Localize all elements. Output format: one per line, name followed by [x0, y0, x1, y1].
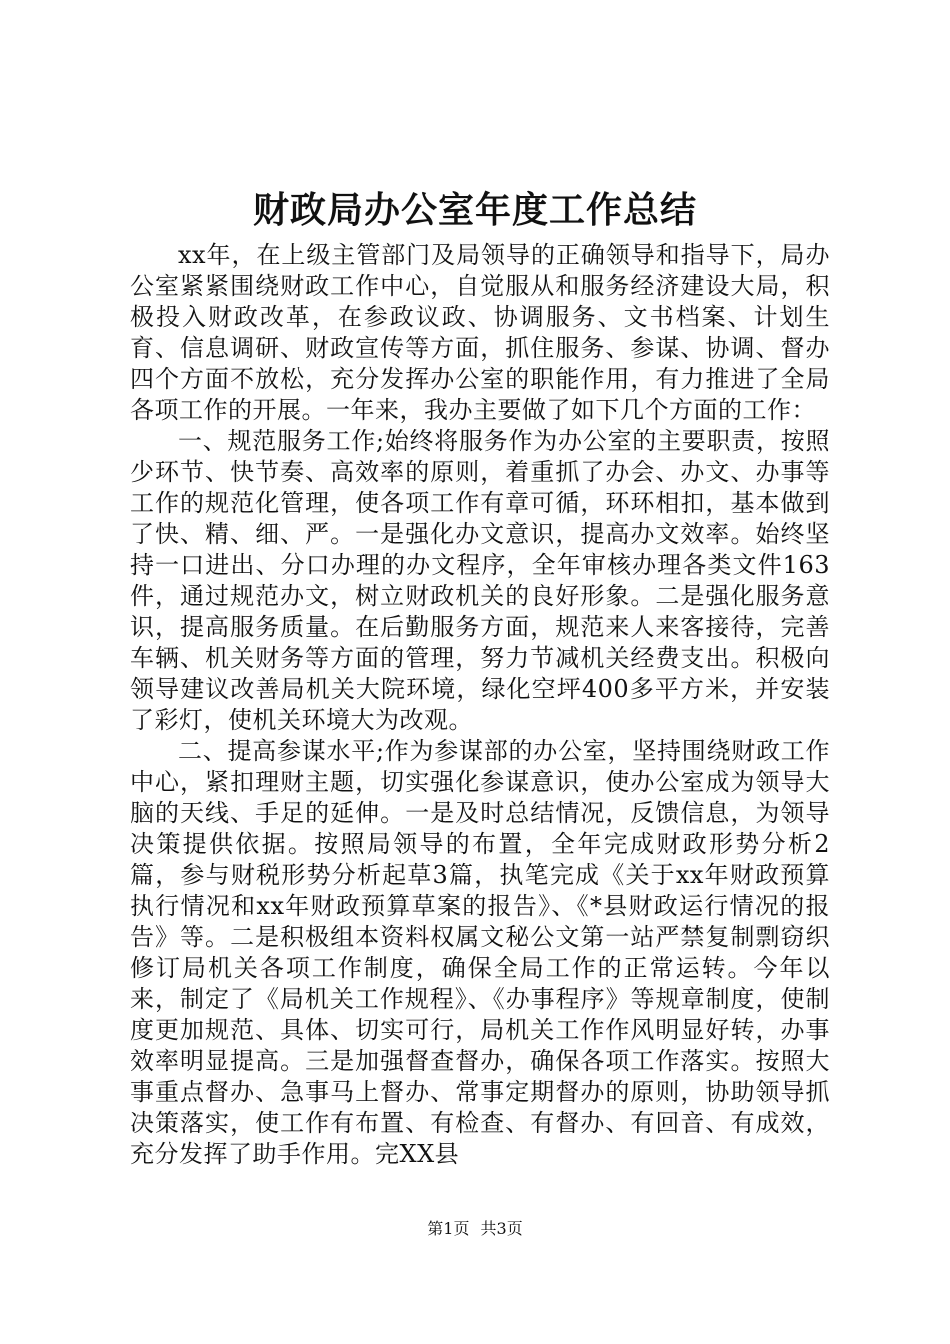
page-number-current: 第1页 [427, 1219, 470, 1238]
document-title: 财政局办公室年度工作总结 [252, 189, 697, 231]
paragraph-section-1: 一、规范服务工作;始终将服务作为办公室的主要职责，按照少环节、快节奏、高效率的原则，着重抓了办会、办文、办事等工作的规范化管理，使各项工作有章可循，环环相扣，基本做到了快、精、细、严。一是强化办文意识，提高办文效率。始终坚持一口进出、分口办理的办文程序，全年审核办理各类文件163件，通过规范办文，树立财政机关的良好形象。二是强化服务意识，提高服务质量。在后勤服务方面，规范来人来客接待，完善车辆、机关财务等方面的管理，努力节减机关经费支出。积极向领导建议改善局机关大院环境，绿化空坪400多平方米，并安装了彩灯，使机关环境大为改观。 [130, 427, 830, 734]
paragraph-intro: xx年，在上级主管部门及局领导的正确领导和指导下，局办公室紧紧围绕财政工作中心，自觉服从和服务经济建设大局，积极投入财政改革，在参政议政、协调服务、文书档案、计划生育、信息调研、财政宣传等方面，抓住服务、参谋、协调、督办四个方面不放松，充分发挥办公室的职能作用，有力推进了全局各项工作的开展。一年来，我办主要做了如下几个方面的工作： [130, 241, 830, 424]
page-footer [0, 1218, 950, 1240]
paragraph-section-2: 二、提高参谋水平;作为参谋部的办公室，坚持围绕财政工作中心，紧扣理财主题，切实强化参谋意识，使办公室成为领导大脑的天线、手足的延伸。一是及时总结情况，反馈信息，为领导决策提供依据。按照局领导的布置，全年完成财政形势分析2篇，参与财税形势分析起草3篇，执笔完成《关于xx年财政预算执行情况和xx年财政预算草案的报告》、《*县财政运行情况的报告》等。二是积极组本资料权属文秘公文第一站严禁复制剽窃织修订局机关各项工作制度，确保全局工作的正常运转。今年以来，制定了《局机关工作规程》、《办事程序》等规章制度，使制度更加规范、具体、切实可行，局机关工作作风明显好转，办事效率明显提高。三是加强督查督办，确保各项工作落实。按照大事重点督办、急事马上督办、常事定期督办的原则，协助领导抓决策落实，使工作有布置、有检查、有督办、有回音、有成效，充分发挥了助手作用。完XX县 [130, 737, 830, 1168]
page-number-total: 共3页 [480, 1219, 523, 1238]
document-body [130, 240, 830, 1170]
